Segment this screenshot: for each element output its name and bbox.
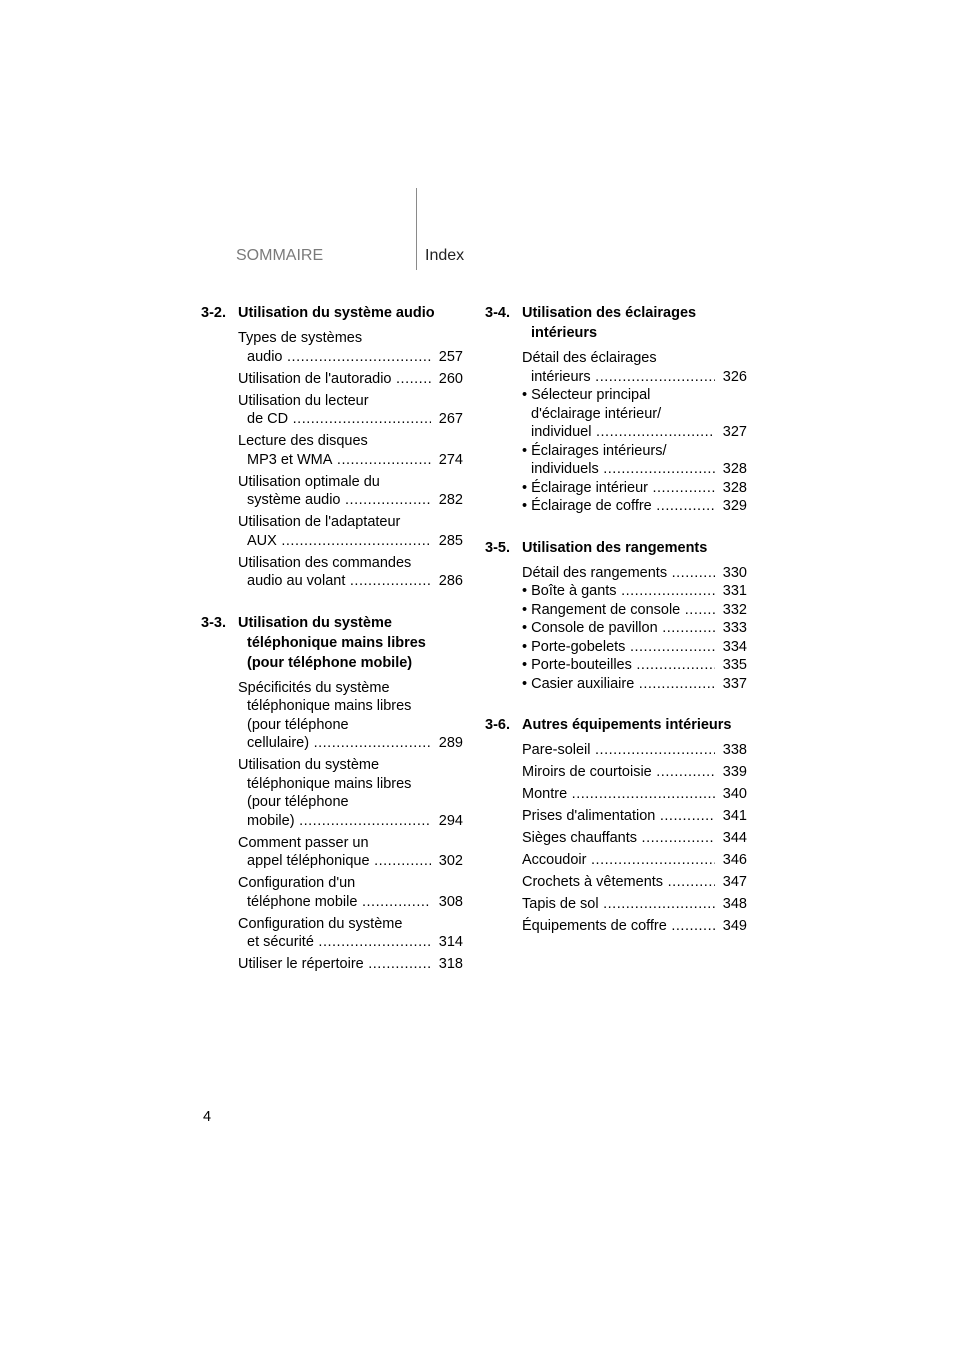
entry-label-line: Miroirs de courtoisie ..... xyxy=(522,763,715,782)
entry-page-number: 318 xyxy=(438,956,463,972)
entry-label-line: Pare-soleil ..... xyxy=(522,741,715,760)
entry-label xyxy=(238,756,431,830)
entry-label-line: Équipements de coffre ..... xyxy=(522,917,715,936)
entry-label xyxy=(522,895,715,914)
section-title-line: téléphonique mains libres xyxy=(247,634,426,651)
toc-entry[interactable] xyxy=(238,392,463,429)
section-title-line: Utilisation des rangements xyxy=(522,539,708,556)
toc-entry[interactable] xyxy=(238,679,463,753)
entry-label-line: • Boîte à gants ..... xyxy=(522,582,715,601)
entry-label xyxy=(522,638,715,657)
entry-label xyxy=(238,554,431,591)
toc-entry[interactable] xyxy=(238,432,463,469)
header-divider xyxy=(416,188,417,270)
entry-page-number: 339 xyxy=(722,764,747,780)
entry-page-number: 349 xyxy=(722,918,747,934)
toc-entry[interactable] xyxy=(522,564,747,583)
entry-page-number: 340 xyxy=(722,786,747,802)
entry-page-number: 328 xyxy=(722,479,747,496)
entry-list xyxy=(238,329,463,591)
entry-label-line: Configuration d'un xyxy=(238,875,356,891)
entry-label-line: (pour téléphone xyxy=(247,716,349,733)
entry-label-line: téléphone mobile ..... xyxy=(238,893,431,912)
toc-entry[interactable] xyxy=(522,763,747,782)
entry-label-line: • Éclairages intérieurs/ xyxy=(522,442,667,459)
entry-label xyxy=(238,392,431,429)
entry-label-line: • Porte-gobelets ..... xyxy=(522,638,715,657)
entry-label-line: Utilisation optimale du xyxy=(238,473,380,490)
toc-entry[interactable] xyxy=(238,513,463,550)
entry-page-number: 257 xyxy=(438,348,463,365)
entry-label xyxy=(522,807,715,826)
entry-page-number: 267 xyxy=(438,411,463,427)
toc-entry[interactable] xyxy=(522,656,747,675)
toc-entry[interactable] xyxy=(522,638,747,657)
entry-label-line: Détail des rangements ..... xyxy=(522,564,715,583)
entry-list xyxy=(522,349,747,516)
toc-entry[interactable] xyxy=(238,955,463,974)
toc-entry[interactable] xyxy=(238,554,463,591)
entry-label xyxy=(522,601,715,620)
entry-label xyxy=(522,564,715,583)
entry-label xyxy=(522,851,715,870)
entry-page-number: 328 xyxy=(722,461,747,477)
entry-label-line: mobile) ..... xyxy=(238,812,431,831)
section-number: 3-4. xyxy=(485,305,510,321)
entry-page-number: 348 xyxy=(722,896,747,912)
entry-label-line: Utilisation de l'adaptateur xyxy=(238,514,401,530)
index-link[interactable]: Index xyxy=(425,247,465,264)
entry-label-line: système audio ..... xyxy=(238,491,431,510)
entry-label-line: Sièges chauffants ..... xyxy=(522,829,715,848)
entry-page-number: 346 xyxy=(722,852,747,868)
entry-page-number: 331 xyxy=(722,583,747,599)
entry-label-line: AUX ..... xyxy=(238,532,431,551)
entry-list xyxy=(522,741,747,936)
toc-section xyxy=(485,303,747,516)
entry-page-number: 329 xyxy=(722,498,747,514)
entry-label-line: Utilisation du lecteur xyxy=(238,392,369,409)
entry-page-number: 286 xyxy=(438,573,463,589)
entry-page-number: 330 xyxy=(722,564,747,581)
entry-label xyxy=(522,497,715,516)
entry-label-line: Comment passer un xyxy=(238,834,369,851)
entry-label xyxy=(238,329,431,366)
entry-label-line: Accoudoir ..... xyxy=(522,851,715,870)
toc-entry[interactable] xyxy=(522,895,747,914)
entry-page-number: 260 xyxy=(438,370,463,387)
toc-section xyxy=(201,303,463,591)
entry-page-number: 285 xyxy=(438,532,463,549)
toc-entry[interactable] xyxy=(522,442,747,479)
entry-label xyxy=(522,479,715,498)
entry-page-number: 334 xyxy=(722,638,747,655)
toc-entry[interactable] xyxy=(522,349,747,386)
entry-page-number: 327 xyxy=(722,424,747,440)
toc-entry[interactable] xyxy=(522,829,747,848)
entry-label xyxy=(238,370,431,389)
toc-entry[interactable] xyxy=(522,785,747,804)
entry-label-line: Prises d'alimentation ..... xyxy=(522,807,715,826)
section-title-line: Utilisation du système xyxy=(238,614,392,631)
entry-label-line: • Éclairage intérieur ..... xyxy=(522,479,715,498)
entry-page-number: 341 xyxy=(722,808,747,824)
entry-label-line: Détail des éclairages xyxy=(522,350,657,366)
entry-label-line: Tapis de sol ..... xyxy=(522,895,715,914)
entry-label-line: MP3 et WMA ..... xyxy=(238,451,431,470)
entry-page-number: 338 xyxy=(722,742,747,758)
entry-label-line: • Sélecteur principal xyxy=(522,387,651,403)
entry-label-line: individuels ..... xyxy=(522,460,715,479)
toc-entry[interactable] xyxy=(238,370,463,389)
toc-section xyxy=(201,613,463,974)
section-number: 3-3. xyxy=(201,614,226,631)
entry-label xyxy=(522,741,715,760)
toc-entry[interactable] xyxy=(522,917,747,936)
entry-page-number: 294 xyxy=(438,812,463,829)
entry-page-number: 314 xyxy=(438,934,463,950)
toc-entry[interactable] xyxy=(522,582,747,601)
entry-label xyxy=(522,763,715,782)
entry-label-line: Types de systèmes xyxy=(238,330,363,346)
section-title xyxy=(522,303,747,343)
entry-label xyxy=(522,349,715,386)
entry-label-line: Utilisation des commandes xyxy=(238,554,412,571)
entry-page-number: 274 xyxy=(438,451,463,468)
entry-label-line: téléphonique mains libres xyxy=(247,698,412,714)
entry-label xyxy=(522,619,715,638)
entry-label-line: appel téléphonique ..... xyxy=(238,852,431,871)
entry-label-line: audio au volant ..... xyxy=(238,572,431,591)
entry-label-line: Configuration du système xyxy=(238,915,403,932)
entry-page-number: 332 xyxy=(722,601,747,618)
entry-label-line: • Rangement de console ..... xyxy=(522,601,715,620)
entry-label-line: • Casier auxiliaire ..... xyxy=(522,675,715,694)
entry-label-line: d'éclairage intérieur/ xyxy=(531,405,662,422)
toc-section xyxy=(485,538,747,694)
entry-page-number: 302 xyxy=(438,853,463,869)
section-title-line: Utilisation du système audio xyxy=(238,305,435,321)
entry-label-line: Spécificités du système xyxy=(238,679,390,696)
entry-page-number: 282 xyxy=(438,492,463,508)
entry-label xyxy=(238,513,431,550)
toc-entry[interactable] xyxy=(238,756,463,830)
toc-entry[interactable] xyxy=(238,915,463,952)
entry-label-line: Utiliser le répertoire ..... xyxy=(238,955,431,974)
section-number: 3-5. xyxy=(485,539,510,556)
entry-label-line: • Porte-bouteilles ..... xyxy=(522,656,715,675)
entry-label xyxy=(522,873,715,892)
entry-label-line: téléphonique mains libres xyxy=(247,775,412,792)
entry-label-line: intérieurs ..... xyxy=(522,368,715,387)
entry-page-number: 344 xyxy=(722,830,747,846)
entry-label-line: individuel ..... xyxy=(522,423,715,442)
section-title xyxy=(238,613,463,673)
entry-label xyxy=(238,955,431,974)
toc-column-left xyxy=(201,303,463,977)
entry-page-number: 333 xyxy=(722,620,747,636)
toc-entry[interactable] xyxy=(238,473,463,510)
entry-label-line: et sécurité ..... xyxy=(238,933,431,952)
entry-label-line: de CD ..... xyxy=(238,410,431,429)
entry-page-number: 337 xyxy=(722,675,747,692)
toc-entry[interactable] xyxy=(238,874,463,911)
toc-entry[interactable] xyxy=(522,851,747,870)
entry-label xyxy=(238,834,431,871)
toc-entry[interactable] xyxy=(522,807,747,826)
entry-label-line: Lecture des disques xyxy=(238,433,368,449)
section-title-line: Utilisation des éclairages xyxy=(522,305,697,321)
entry-label xyxy=(522,785,715,804)
entry-label xyxy=(522,675,715,694)
entry-label-line: Montre ..... xyxy=(522,785,715,804)
entry-label xyxy=(238,874,431,911)
section-title-line: Autres équipements intérieurs xyxy=(522,717,732,733)
entry-label xyxy=(522,829,715,848)
entry-label xyxy=(522,442,715,479)
page-number: 4 xyxy=(203,1109,212,1125)
toc-entry[interactable] xyxy=(522,619,747,638)
entry-label-line: • Éclairage de coffre ..... xyxy=(522,497,715,516)
entry-label xyxy=(238,679,431,753)
section-number: 3-6. xyxy=(485,717,510,733)
entry-page-number: 347 xyxy=(722,874,747,890)
toc-entry[interactable] xyxy=(238,834,463,871)
entry-label-line: Utilisation de l'autoradio ..... xyxy=(238,370,431,389)
section-title-line: intérieurs xyxy=(531,325,598,341)
entry-label-line: Crochets à vêtements ..... xyxy=(522,873,715,892)
entry-page-number: 335 xyxy=(722,657,747,673)
entry-page-number: 289 xyxy=(438,735,463,751)
section-title xyxy=(522,538,747,558)
toc-entry[interactable] xyxy=(522,497,747,516)
entry-label xyxy=(522,582,715,601)
section-title-line: (pour téléphone mobile) xyxy=(247,654,413,671)
entry-label xyxy=(238,473,431,510)
entry-label-line: audio ..... xyxy=(238,348,431,367)
toc-entry[interactable] xyxy=(522,675,747,694)
sommaire-link[interactable]: SOMMAIRE xyxy=(236,247,324,264)
entry-page-number: 308 xyxy=(438,893,463,910)
section-number: 3-2. xyxy=(201,305,226,321)
section-title xyxy=(522,715,747,735)
entry-label-line: Utilisation du système xyxy=(238,757,380,773)
toc-entry[interactable] xyxy=(522,479,747,498)
section-title xyxy=(238,303,463,323)
entry-label xyxy=(238,915,431,952)
toc-column-right xyxy=(485,303,747,939)
toc-entry[interactable] xyxy=(522,873,747,892)
toc-entry[interactable] xyxy=(238,329,463,366)
entry-list xyxy=(522,564,747,694)
entry-label xyxy=(522,386,715,442)
toc-section xyxy=(485,715,747,936)
entry-list xyxy=(238,679,463,974)
entry-label-line: cellulaire) ..... xyxy=(238,734,431,753)
entry-label-line: • Console de pavillon ..... xyxy=(522,619,715,638)
entry-label xyxy=(522,656,715,675)
toc-entry[interactable] xyxy=(522,386,747,442)
entry-label-line: (pour téléphone xyxy=(247,794,349,810)
entry-page-number: 326 xyxy=(722,368,747,385)
entry-label xyxy=(238,432,431,469)
toc-entry[interactable] xyxy=(522,741,747,760)
toc-entry[interactable] xyxy=(522,601,747,620)
entry-label xyxy=(522,917,715,936)
